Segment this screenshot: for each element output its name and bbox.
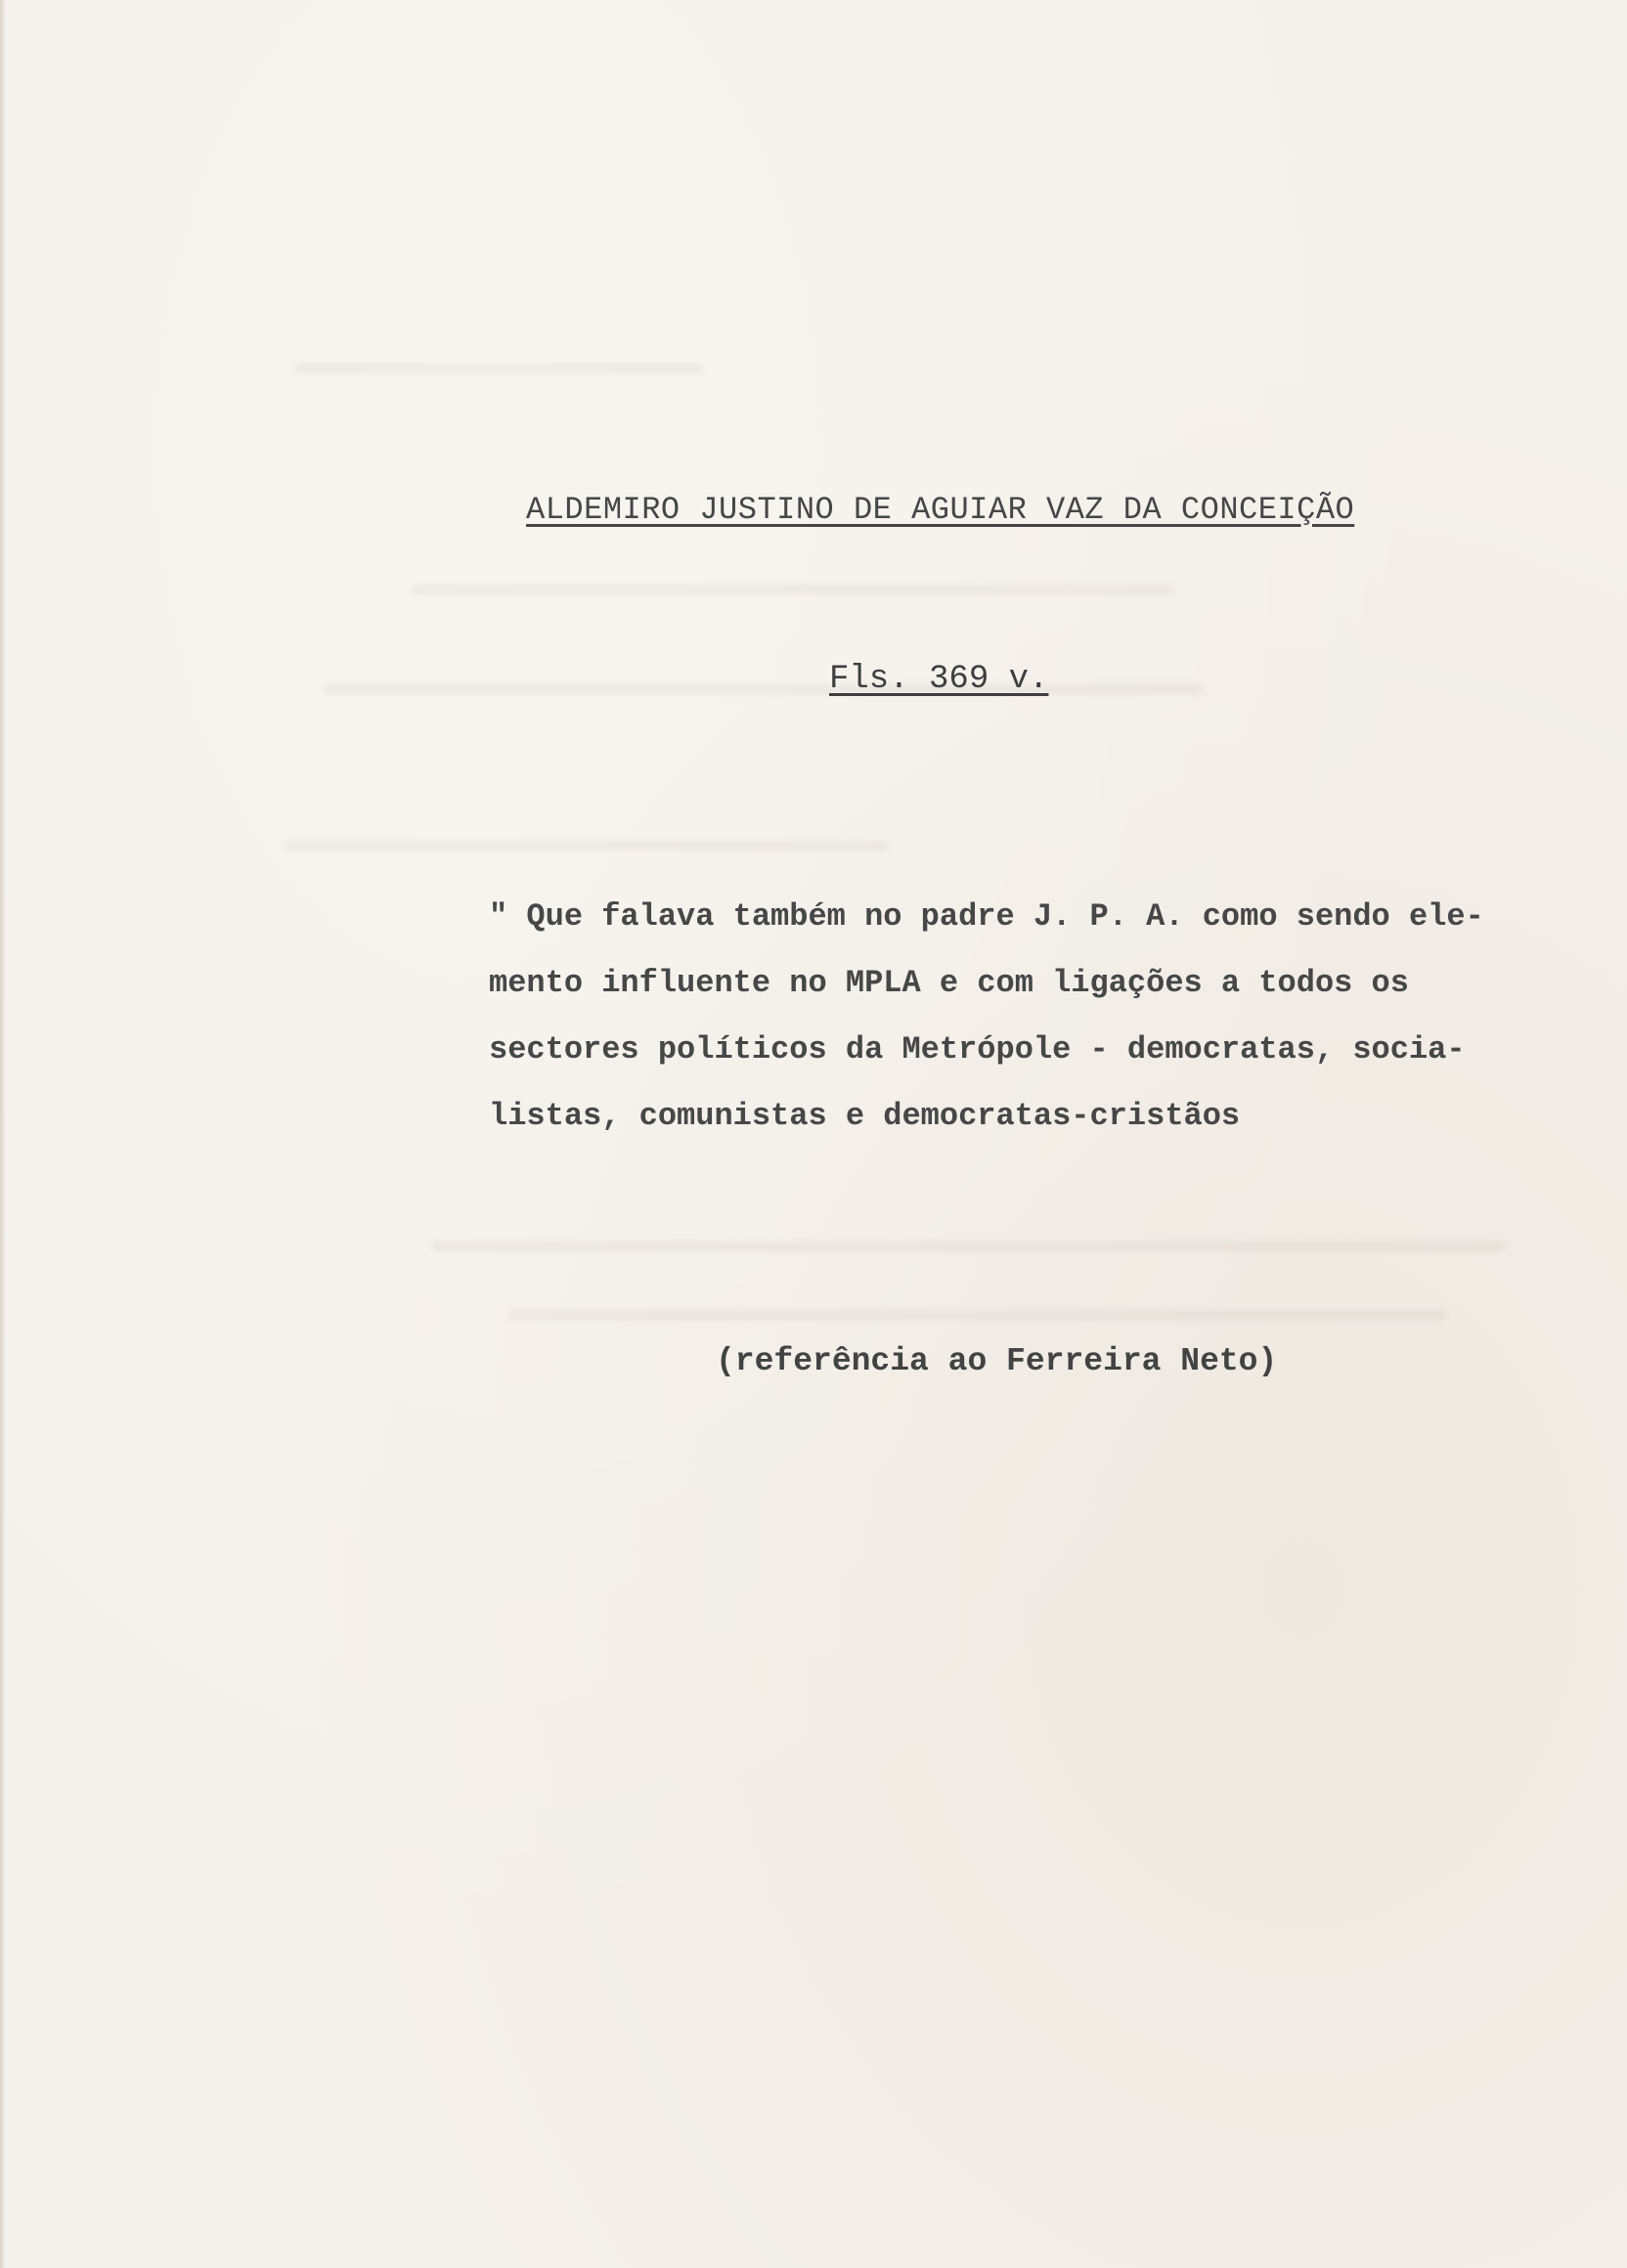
- document-title: ALDEMIRO JUSTINO DE AGUIAR VAZ DA CONCEIÇÃO: [526, 492, 1355, 528]
- show-through-mark: [411, 585, 1173, 594]
- show-through-mark: [508, 1310, 1447, 1320]
- show-through-mark: [430, 1242, 1506, 1251]
- folio-reference: Fls. 369 v.: [829, 661, 1049, 698]
- quote-line: sectores políticos da Metrópole - democratas, socia-: [489, 1031, 1466, 1068]
- quoted-passage: [489, 884, 1584, 1150]
- quote-line: listas, comunistas e democratas-cristãos: [489, 1098, 1241, 1134]
- citation-note: (referência ao Ferreira Neto): [716, 1343, 1278, 1379]
- quote-line: " Que falava também no padre J. P. A. como sendo ele-: [489, 898, 1484, 935]
- show-through-mark: [323, 684, 1203, 694]
- paper-edge-shadow: [0, 0, 6, 2268]
- quote-line: mento influente no MPLA e com ligações a todos os: [489, 965, 1409, 1001]
- show-through-mark: [293, 364, 704, 373]
- show-through-mark: [284, 841, 890, 850]
